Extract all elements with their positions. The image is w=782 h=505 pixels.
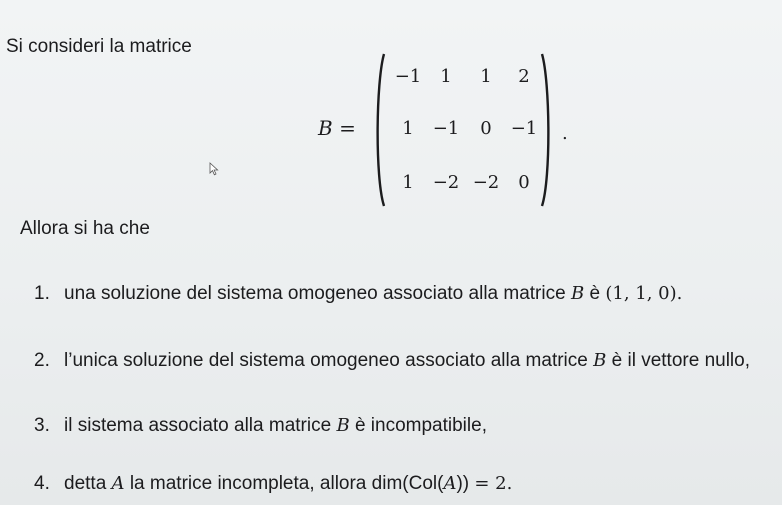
matrix-end-punct: . (562, 123, 568, 144)
matrix-cell: 2 (518, 66, 530, 87)
option-text: detta (64, 473, 107, 494)
answer-option-1 (34, 283, 682, 305)
matrix-cell: −1 (394, 66, 422, 87)
matrix-b (318, 52, 588, 212)
matrix-cell: 1 (402, 172, 414, 193)
mouse-pointer-icon (209, 162, 219, 176)
option-text-continued: la matrice incompleta, allora (129, 473, 367, 494)
option-text-continued: è il vettore nullo, (611, 350, 750, 371)
answer-option-4 (34, 473, 512, 495)
right-paren (540, 52, 554, 208)
option-variable: A (111, 473, 125, 494)
option-variable: B (593, 350, 607, 371)
option-text-continued: è incompatibile, (354, 415, 487, 436)
matrix-cell: −1 (432, 118, 460, 139)
option-variable: B (336, 415, 350, 436)
option-variable: B (570, 283, 585, 304)
option-function: dim(Col( (371, 473, 444, 494)
option-text-continued: è (589, 283, 601, 304)
option-number: 4. (34, 473, 50, 494)
option-equation: = 2. (474, 473, 513, 494)
left-paren (372, 52, 386, 208)
option-text: il sistema associato alla matrice (64, 415, 332, 436)
option-number: 2. (34, 350, 50, 371)
matrix-cell: 1 (480, 66, 492, 87)
matrix-cell: 1 (440, 66, 452, 87)
matrix-cell: 0 (480, 118, 492, 139)
matrix-label (318, 116, 356, 140)
matrix-cell: 1 (402, 118, 414, 139)
matrix-name: B (318, 116, 333, 140)
matrix-cell: −1 (510, 118, 538, 139)
matrix-equals: = (339, 116, 356, 140)
matrix-cell: −2 (472, 172, 500, 193)
option-number: 3. (34, 415, 50, 436)
conclusion-text: Allora si ha che (20, 218, 150, 239)
matrix-cell: −2 (432, 172, 460, 193)
option-function-variable: A (443, 473, 457, 494)
intro-text: Si consideri la matrice (6, 36, 192, 57)
option-number: 1. (34, 283, 50, 304)
answer-option-2 (34, 350, 750, 372)
option-function-end: )) (456, 473, 470, 494)
option-end-punct: . (676, 283, 683, 304)
option-text: una soluzione del sistema omogeneo associato alla matrice (64, 283, 566, 304)
matrix-cell: 0 (518, 172, 530, 193)
answer-option-3 (34, 415, 487, 437)
option-text: l’unica soluzione del sistema omogeneo associato alla matrice (64, 350, 588, 371)
option-vector: (1, 1, 0) (605, 283, 677, 304)
